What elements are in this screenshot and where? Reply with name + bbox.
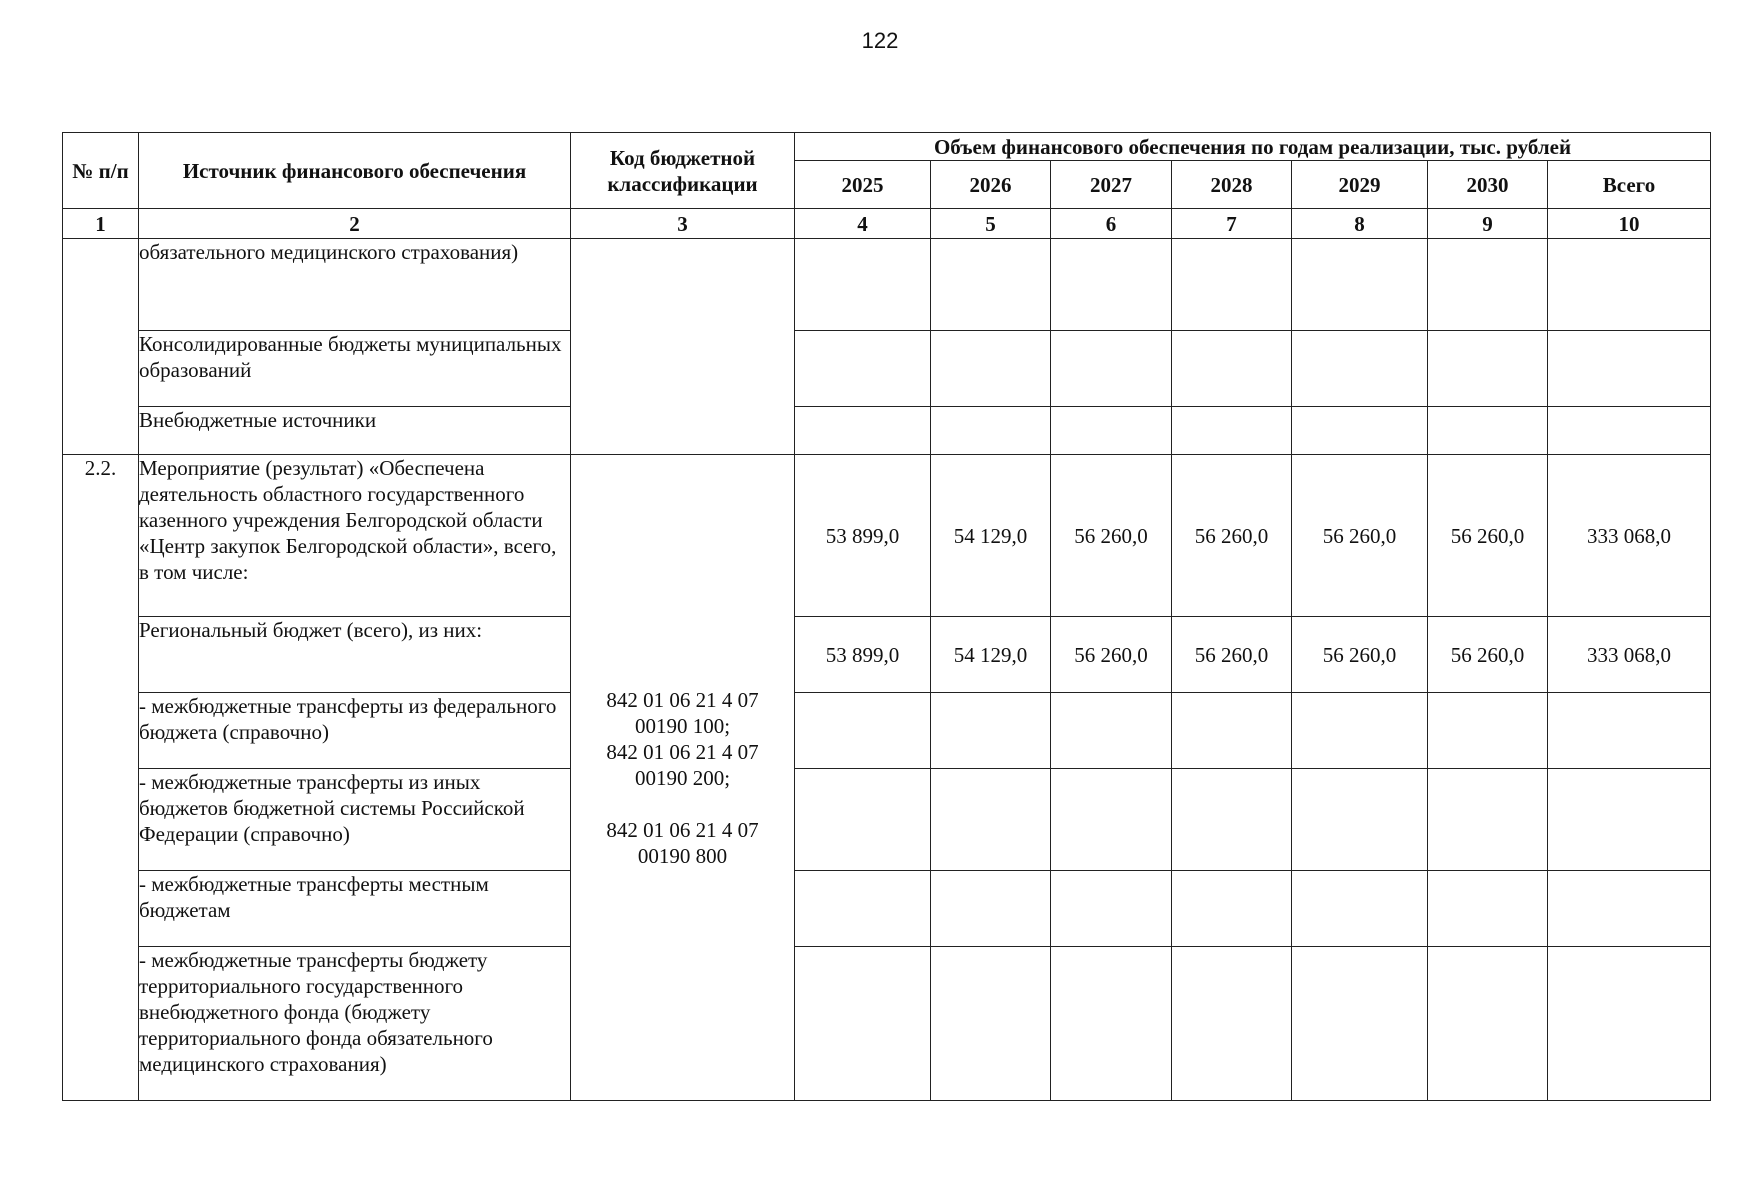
source-name: - межбюджетные трансферты бюджету территориального государственного внебюджетного фонда (бюджету территориального фонда обязательного медицинского страхования) (139, 947, 571, 1101)
table-row (63, 871, 1711, 947)
header-year-2030: 2030 (1428, 161, 1548, 209)
value-2029: 56 260,0 (1292, 455, 1428, 617)
value-2027: 56 260,0 (1051, 617, 1172, 693)
value-2025: 53 899,0 (795, 617, 931, 693)
header-year-2025: 2025 (795, 161, 931, 209)
source-name: Внебюджетные источники (139, 407, 571, 455)
table-row (63, 331, 1711, 407)
value-total: 333 068,0 (1548, 617, 1711, 693)
financing-table (62, 132, 1711, 1101)
table-row (63, 239, 1711, 331)
header-year-2028: 2028 (1172, 161, 1292, 209)
table-row (63, 769, 1711, 871)
header-code: Код бюджетной классификации (571, 133, 795, 209)
header-year-2027: 2027 (1051, 161, 1172, 209)
source-name: обязательного медицинского страхования) (139, 239, 571, 331)
source-name: Консолидированные бюджеты муниципальных образований (139, 331, 571, 407)
table-row (63, 455, 1711, 617)
code-empty (571, 239, 795, 455)
value-2028: 56 260,0 (1172, 455, 1292, 617)
table-row (63, 693, 1711, 769)
header-volume: Объем финансового обеспечения по годам реализации, тыс. рублей (795, 133, 1711, 161)
value-2030: 56 260,0 (1428, 617, 1548, 693)
row-number: 2.2. (63, 455, 139, 1101)
row-number-empty (63, 239, 139, 455)
value-2028: 56 260,0 (1172, 617, 1292, 693)
table-row (63, 617, 1711, 693)
index-cell: 10 (1548, 209, 1711, 239)
index-cell: 9 (1428, 209, 1548, 239)
header-source: Источник финансового обеспечения (139, 133, 571, 209)
index-cell: 4 (795, 209, 931, 239)
table-row (63, 407, 1711, 455)
value-total: 333 068,0 (1548, 455, 1711, 617)
header-total: Всего (1548, 161, 1711, 209)
value-2026: 54 129,0 (931, 617, 1051, 693)
source-name: - межбюджетные трансферты из федерального бюджета (справочно) (139, 693, 571, 769)
value-2029: 56 260,0 (1292, 617, 1428, 693)
page-number: 122 (861, 28, 899, 53)
index-cell: 3 (571, 209, 795, 239)
value-2026: 54 129,0 (931, 455, 1051, 617)
source-name: Мероприятие (результат) «Обеспечена деятельность областного государственного казенного учреждения Белгородской области «Центр закупок Белгородской области», всего, в том числе: (139, 455, 571, 617)
value-2025: 53 899,0 (795, 455, 931, 617)
source-name: Региональный бюджет (всего), из них: (139, 617, 571, 693)
source-name: - межбюджетные трансферты местным бюджетам (139, 871, 571, 947)
budget-code-1: 842 01 06 21 4 07 00190 100; (606, 687, 759, 738)
table-row (63, 947, 1711, 1101)
budget-code-2: 842 01 06 21 4 07 00190 200; (606, 739, 759, 790)
index-cell: 8 (1292, 209, 1428, 239)
budget-code-cell (571, 455, 795, 1101)
header-number: № п/п (63, 133, 139, 209)
index-cell: 2 (139, 209, 571, 239)
header-year-2026: 2026 (931, 161, 1051, 209)
value-2030: 56 260,0 (1428, 455, 1548, 617)
value-2027: 56 260,0 (1051, 455, 1172, 617)
budget-code-3: 842 01 06 21 4 07 00190 800 (606, 817, 759, 868)
source-name: - межбюджетные трансферты из иных бюджетов бюджетной системы Российской Федерации (справочно) (139, 769, 571, 871)
index-cell: 1 (63, 209, 139, 239)
index-cell: 6 (1051, 209, 1172, 239)
header-year-2029: 2029 (1292, 161, 1428, 209)
index-cell: 5 (931, 209, 1051, 239)
index-cell: 7 (1172, 209, 1292, 239)
